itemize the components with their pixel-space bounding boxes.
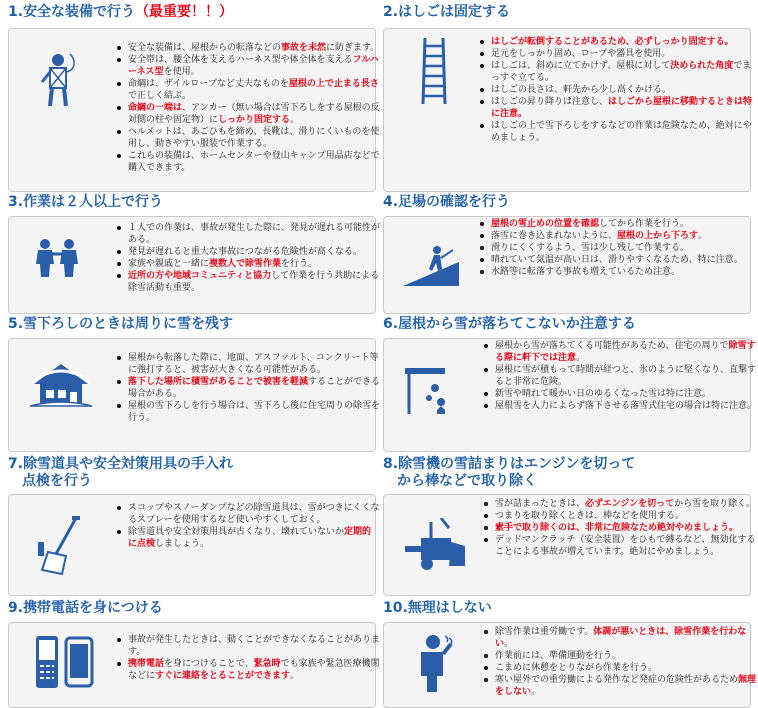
list-item xyxy=(491,218,757,230)
section-8-title-line2: から棒などで取り除く xyxy=(397,473,537,489)
section-2-heading xyxy=(383,4,510,21)
body-text: これらの装備は、ホームセンターや登山キャンプ用品店などで購入できます。 xyxy=(128,151,380,173)
body-text: スコップやスノーダンプなどの除雪道具は、雪がつきにくくなるスプレーを使用するなど使いやすくしておく。 xyxy=(128,503,380,525)
list-item xyxy=(128,78,380,102)
body-text: はしごは、斜めに立てかけず、屋根に対して xyxy=(491,61,671,71)
list-item xyxy=(128,634,380,658)
body-text: を行う。 xyxy=(281,259,318,269)
section-7 xyxy=(8,456,380,596)
highlight-text: 屋根の上で止まる長さ xyxy=(288,79,379,89)
section-4-number: 4. xyxy=(383,194,399,210)
highlight-text: 複数人で除雪作業 xyxy=(209,259,282,269)
list-item xyxy=(491,266,757,278)
body-text: 水路等に転落する事故も増えているため注意。 xyxy=(491,267,681,277)
two-people-icon xyxy=(30,238,84,278)
section-9-heading xyxy=(8,600,163,617)
list-item xyxy=(495,626,757,650)
highlight-text: 屋根の雪止めの位置を確認 xyxy=(491,219,600,229)
section-2-number: 2. xyxy=(383,4,399,20)
section-2 xyxy=(383,4,751,190)
section-6 xyxy=(383,316,757,452)
list-item xyxy=(128,270,380,294)
body-text: で正しく結ぶ。 xyxy=(128,91,192,101)
section-4 xyxy=(383,194,751,314)
list-item xyxy=(491,120,757,144)
section-3 xyxy=(8,194,381,314)
body-text: 。 xyxy=(698,231,708,241)
highlight-text: 定期的に点検 xyxy=(128,527,372,549)
body-text: 滑りにくくするよう、雪は少し残して作業する。 xyxy=(491,243,690,253)
list-item xyxy=(495,498,757,510)
body-text: 屋根から雪が落ちてくる可能性があるため、住宅の周りで xyxy=(495,341,729,351)
body-text: はしごの上で雪下ろしをするなどの作業は危険なため、絶対にやめましょう。 xyxy=(491,121,752,143)
roof-snow-worker-icon xyxy=(401,244,463,288)
body-text: 事故が発生したときは、動くことができなくなることがあります。 xyxy=(128,635,381,657)
highlight-text: 近所の方や地域コミュニティと協力 xyxy=(128,271,272,281)
body-text: 命綱は、ザイルロープなど丈夫なものを xyxy=(128,79,289,89)
list-item xyxy=(491,36,757,48)
highlight-text: 決められた角度 xyxy=(670,61,734,71)
section-10 xyxy=(383,600,757,704)
section-9-title: 携帯電話を身につける xyxy=(23,600,163,616)
body-text: を身につけることで、 xyxy=(164,659,254,669)
section-6-heading xyxy=(383,316,636,333)
body-text: はしごの昇り降りは注意し、 xyxy=(491,97,609,107)
list-item xyxy=(495,340,757,364)
body-text: 作業前には、準備運動を行う。 xyxy=(495,651,622,661)
list-item xyxy=(128,376,384,400)
section-1-list xyxy=(116,42,380,174)
list-item xyxy=(128,502,380,526)
highlight-text: しっかり固定する xyxy=(218,115,291,125)
body-text: してから作業を行う。 xyxy=(599,219,690,229)
list-item xyxy=(495,522,757,534)
list-item xyxy=(491,96,757,120)
highlight-text: 緊急時 xyxy=(253,659,281,669)
section-3-list xyxy=(116,222,380,294)
section-10-number: 10. xyxy=(383,600,408,616)
body-text: でも家族や緊急医療機関などに xyxy=(128,659,380,681)
highlight-text: 除雪する際に軒下では注意 xyxy=(495,341,756,363)
tired-person-icon xyxy=(415,634,455,692)
list-item xyxy=(128,246,380,258)
section-5-number: 5. xyxy=(8,316,24,332)
highlight-text: すぐに連絡をとることができます xyxy=(155,671,291,681)
highlight-text: はしごが転倒することがあるため、必ずしっかり固定する。 xyxy=(491,37,734,47)
mobile-phones-icon xyxy=(34,634,98,690)
section-3-number: 3. xyxy=(8,194,24,210)
list-item xyxy=(128,400,384,424)
highlight-text: はしごから屋根に移動するときは特に注意。 xyxy=(491,97,753,119)
section-6-number: 6. xyxy=(383,316,399,332)
body-text: １人での作業は、事故が発生した際に、発見が遅れる可能性がある。 xyxy=(128,223,381,245)
highlight-text: 屋根の上から下ろす xyxy=(617,231,699,241)
list-item xyxy=(128,54,380,78)
body-text: 屋根に雪が積もって時間が経つと、氷のように堅くなり、直撃すると非常に危険。 xyxy=(495,365,757,387)
body-text: 。 xyxy=(531,687,541,697)
body-text: 家族や親戚と一緒に xyxy=(128,259,210,269)
section-6-list xyxy=(483,340,757,412)
body-text: 安全な装備は、屋根からの転落などの xyxy=(128,43,282,53)
list-item xyxy=(128,126,380,150)
body-text: こまめに休憩をとりながら作業を行う。 xyxy=(495,663,658,673)
body-text: 除雪道具や安全対策用具が古くなり、壊れていないか xyxy=(128,527,345,537)
highlight-text: 事故を未然 xyxy=(281,43,327,53)
section-4-title: 足場の確認を行う xyxy=(398,194,511,210)
list-item xyxy=(128,222,380,246)
section-7-title: 除雪道具や安全対策用具の手入れ xyxy=(23,456,234,472)
list-item xyxy=(491,254,757,266)
body-text: 安全帯は、腰全体を支えるハーネス型や体全体を支える xyxy=(128,55,353,65)
section-8 xyxy=(383,456,756,596)
section-1-title-highlight: （最重要！！） xyxy=(135,4,234,20)
section-5-list xyxy=(116,352,384,424)
section-2-list xyxy=(479,36,757,144)
body-text: 、アンカー（無い場合は雪下ろしをする屋根の反対側の柱や固定物）に xyxy=(128,103,380,125)
list-item xyxy=(491,60,757,84)
section-3-title: 作業は２人以上で行う xyxy=(23,194,164,210)
list-item xyxy=(128,352,384,376)
section-1 xyxy=(8,4,380,190)
list-item xyxy=(495,674,757,698)
list-item xyxy=(495,400,757,412)
section-1-title: 安全な装備で行う xyxy=(23,4,136,20)
section-5 xyxy=(8,316,381,452)
snowy-house-icon xyxy=(30,360,92,408)
body-text: 足元をしっかり固め、ロープや器具を使用。 xyxy=(491,49,671,59)
list-item xyxy=(128,102,380,126)
section-10-heading xyxy=(383,600,492,617)
highlight-text: 無理をしない xyxy=(495,675,757,697)
section-6-title: 屋根から雪が落ちてこないか注意する xyxy=(398,316,636,332)
body-text: はしごの長さは、軒先から少し高くかける。 xyxy=(491,85,672,95)
body-text: 晴れていて気温が高い日は、滑りやすくなるため、特に注意。 xyxy=(491,255,743,265)
list-item xyxy=(495,364,757,388)
section-8-heading xyxy=(383,456,743,490)
body-text: することができる場合がある。 xyxy=(128,377,381,399)
list-item xyxy=(128,658,380,682)
section-1-heading xyxy=(8,4,233,21)
body-text: 新雪や晴れて暖かい日のゆるくなった雪は特に注意。 xyxy=(495,389,712,399)
list-item xyxy=(495,650,757,662)
body-text: でまっすぐ立てる。 xyxy=(491,61,752,83)
body-text: して作業を行う共助による除雪活動も重要。 xyxy=(128,271,380,293)
body-text: ヘルメットは、あごひもを締め、長靴は、滑りにくいものを使用し、動きやすい服装で作業する。 xyxy=(128,127,380,149)
list-item xyxy=(128,526,380,550)
body-text: つまりを取り除くときは、棒などを使用する。 xyxy=(495,511,685,521)
body-text: 除雪作業は重労働です。 xyxy=(495,627,594,637)
highlight-text: 落下した場所に積雪があることで被害を軽減 xyxy=(128,377,309,387)
body-text: 雪が詰まったときは、 xyxy=(495,499,586,509)
section-8-title: 除雪機の雪詰まりはエンジンを切って xyxy=(398,456,636,472)
body-text: 発見が遅れると重大な事故につながる危険性が高くなる。 xyxy=(128,247,362,257)
section-2-title: はしごは固定する xyxy=(398,4,511,20)
ladder-icon xyxy=(419,36,449,106)
list-item xyxy=(491,242,757,254)
section-10-list xyxy=(483,626,757,698)
list-item xyxy=(495,662,757,674)
list-item xyxy=(491,48,757,60)
body-text: しましょう。 xyxy=(155,539,210,549)
section-7-heading xyxy=(8,456,348,490)
snow-shovel-icon xyxy=(36,516,80,576)
body-text: 。 xyxy=(290,671,300,681)
section-4-list xyxy=(479,218,757,278)
list-item xyxy=(491,230,757,242)
list-item xyxy=(495,510,757,522)
body-text: から雪を取り除く。 xyxy=(674,499,755,509)
body-text: 屋根の雪下ろしを行う場合は、雪下ろし後に住宅周りの除雪を行う。 xyxy=(128,401,381,423)
section-5-heading xyxy=(8,316,233,333)
body-text: 落雪に巻き込まれないように、 xyxy=(491,231,618,241)
highlight-text: 素手で取り除くのは、非常に危険なため絶対やめましょう。 xyxy=(495,523,739,533)
list-item xyxy=(495,388,757,400)
section-3-heading xyxy=(8,194,163,211)
highlight-text: 携帯電話 xyxy=(128,659,165,669)
highlight-text: 体調が悪いときは、除雪作業を行わない xyxy=(495,627,747,649)
body-text: 。 xyxy=(576,353,586,363)
section-5-title: 雪下ろしのときは周りに雪を残す xyxy=(23,316,234,332)
falling-snow-icon xyxy=(405,366,455,416)
section-7-title-line2: 点検を行う xyxy=(22,473,92,489)
section-10-title: 無理はしない xyxy=(407,600,492,616)
section-8-list xyxy=(483,498,757,558)
body-text: に防ぎます。 xyxy=(326,43,380,53)
highlight-text: 命綱の一端は xyxy=(128,103,183,113)
body-text: 屋根雪を人力によらず落下させる落雪式住宅の場合は特に注意。 xyxy=(495,401,757,411)
list-item xyxy=(128,258,380,270)
section-8-number: 8. xyxy=(383,456,399,472)
section-7-list xyxy=(116,502,380,550)
snow-blower-icon xyxy=(401,518,467,574)
section-7-number: 7. xyxy=(8,456,24,472)
section-1-number: 1. xyxy=(8,4,24,20)
list-item xyxy=(128,42,380,54)
body-text: 。 xyxy=(504,639,514,649)
section-9 xyxy=(8,600,381,704)
body-text: 屋根から転落した際に、地面、アスファルト、コンクリート等に強打すると、被害が大きくなる可能性がある。 xyxy=(128,353,379,375)
highlight-text: フルハーネス型 xyxy=(128,55,379,77)
section-9-number: 9. xyxy=(8,600,24,616)
list-item xyxy=(491,84,757,96)
body-text: デッドマンクラッチ（安全装置）をひもで縛るなど、無効化することによる事故が増えています。絶対にやめましょう。 xyxy=(495,535,756,557)
body-text: 。 xyxy=(290,115,300,125)
body-text: を使用。 xyxy=(163,67,200,77)
section-4-heading xyxy=(383,194,510,211)
list-item xyxy=(495,534,757,558)
list-item xyxy=(128,150,380,174)
section-9-list xyxy=(116,634,380,682)
safety-harness-worker-icon xyxy=(38,52,78,108)
highlight-text: 必ずエンジンを切って xyxy=(585,499,675,509)
body-text: 寒い屋外での重労働による発作など発症の危険性があるため xyxy=(495,675,739,685)
